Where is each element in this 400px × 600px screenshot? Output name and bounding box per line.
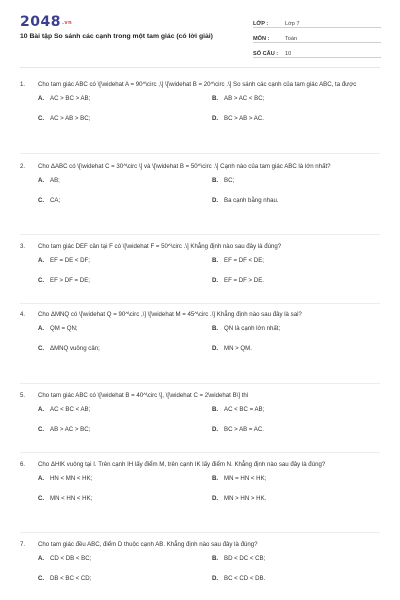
option-letter: B. [212, 257, 219, 264]
option-c[interactable] [38, 575, 212, 583]
option-text: Ba cạnh bằng nhau. [224, 197, 279, 204]
option-letter: A. [38, 406, 45, 413]
question-divider [20, 303, 380, 304]
option-text: CD < DB < BC; [50, 555, 92, 562]
question-text: Cho ΔMNQ có \[\widehat Q = 90^\circ ,\] \[\widehat M = 45^\circ .\] Khẳng định nào sau đây là sai? [38, 311, 302, 318]
option-text: BD < DC < CB; [224, 555, 266, 562]
question-text: Cho tam giác DEF cân tại F có \[\widehat F = 50^\circ .\] Khẳng định nào sau đây là đúng? [38, 243, 282, 250]
question-number: 3. [20, 243, 26, 250]
question-3 [20, 242, 380, 285]
option-c[interactable] [38, 426, 212, 434]
option-a[interactable] [38, 177, 212, 185]
option-letter: D. [212, 426, 219, 433]
question-number: 4. [20, 311, 26, 318]
question-number: 5. [20, 392, 26, 399]
option-letter: B. [212, 406, 219, 413]
question-number: 6. [20, 461, 26, 468]
question-divider [20, 452, 380, 453]
option-c[interactable] [38, 495, 212, 503]
option-letter: D. [212, 575, 219, 582]
option-letter: C. [38, 495, 45, 502]
option-text: HN < MN < HK; [50, 475, 93, 482]
question-5 [20, 391, 380, 434]
option-text: BC; [224, 177, 235, 184]
option-letter: C. [38, 426, 45, 433]
page-title: 10 Bài tập So sánh các cạnh trong một tam giác (có lời giải) [20, 33, 213, 40]
option-d[interactable] [212, 197, 386, 205]
meta-key: LỚP : [253, 21, 269, 27]
option-d[interactable] [212, 426, 386, 434]
option-c[interactable] [38, 277, 212, 285]
question-text: Cho ΔABC có \[\widehat C = 30^\circ \] và \[\widehat B = 50^\circ .\] Cạnh nào của tam giác ABC là lớn nhất? [38, 163, 331, 170]
option-text: AB; [50, 177, 60, 184]
site-logo[interactable] [20, 14, 72, 30]
option-d[interactable] [212, 115, 386, 123]
meta-value: Toán [285, 36, 298, 42]
meta-row-subject [253, 31, 381, 43]
question-text: Cho tam giác đều ABC, điểm D thuộc cạnh AB. Khẳng định nào sau đây là đúng? [38, 541, 258, 548]
question-number: 2. [20, 163, 26, 170]
logo-text: 2048 [20, 14, 61, 30]
option-letter: D. [212, 115, 219, 122]
option-text: QM = QN; [50, 325, 78, 332]
option-c[interactable] [38, 115, 212, 123]
question-7 [20, 540, 380, 583]
option-text: EF = DF > DE. [224, 277, 264, 284]
meta-row-class [253, 16, 381, 28]
option-c[interactable] [38, 345, 212, 353]
option-d[interactable] [212, 575, 386, 583]
option-a[interactable] [38, 95, 212, 103]
question-number: 1. [20, 81, 26, 88]
header-divider [20, 67, 380, 68]
option-text: EF = DF < DE; [224, 257, 264, 264]
option-letter: A. [38, 325, 45, 332]
option-text: QN là cạnh lớn nhất; [224, 325, 281, 332]
question-text: Cho ΔHIK vuông tại I. Trên cạnh IH lấy điểm M, trên cạnh IK lấy điểm N. Khẳng định nào sau đây là đúng? [38, 461, 326, 468]
option-letter: B. [212, 95, 219, 102]
question-divider [20, 234, 380, 235]
option-text: AC > BC > AB; [50, 95, 91, 102]
option-a[interactable] [38, 555, 212, 563]
option-text: BC > AB = AC. [224, 426, 264, 433]
option-letter: B. [212, 177, 219, 184]
option-a[interactable] [38, 257, 212, 265]
option-letter: C. [38, 197, 45, 204]
question-divider [20, 383, 380, 384]
option-letter: D. [212, 277, 219, 284]
option-text: BC < CD < DB. [224, 575, 266, 582]
question-6 [20, 460, 380, 503]
option-b[interactable] [212, 257, 386, 265]
option-letter: B. [212, 325, 219, 332]
option-text: AC > AB > BC; [50, 115, 91, 122]
option-a[interactable] [38, 406, 212, 414]
option-c[interactable] [38, 197, 212, 205]
option-letter: A. [38, 257, 45, 264]
option-letter: C. [38, 277, 45, 284]
option-text: AB > AC < BC; [224, 95, 265, 102]
meta-value: Lớp 7 [285, 21, 300, 27]
logo-domain: .vn [61, 20, 73, 26]
option-letter: C. [38, 575, 45, 582]
option-text: EF = DE < DF; [50, 257, 90, 264]
question-2 [20, 162, 380, 205]
option-letter: D. [212, 495, 219, 502]
option-text: DB < BC < CD; [50, 575, 92, 582]
option-text: MN > QM. [224, 345, 252, 352]
option-b[interactable] [212, 177, 386, 185]
option-letter: B. [212, 555, 219, 562]
option-text: ΔMNQ vuông cân; [50, 345, 100, 352]
meta-row-count [253, 46, 381, 58]
question-divider [20, 153, 380, 154]
question-text: Cho tam giác ABC có \[\widehat A = 90^\circ ,\] \[\widehat B = 20^\circ .\] So sánh các cạnh của tam giác ABC, ta được [38, 81, 357, 88]
option-b[interactable] [212, 406, 386, 414]
option-text: AC < BC < AB; [50, 406, 91, 413]
question-4 [20, 310, 380, 353]
option-b[interactable] [212, 95, 386, 103]
option-text: BC > AB > AC. [224, 115, 264, 122]
option-text: MN < HN < HK; [50, 495, 93, 502]
option-text: MN = HN < HK; [224, 475, 267, 482]
option-b[interactable] [212, 325, 386, 333]
option-d[interactable] [212, 495, 386, 503]
option-text: AC < BC = AB; [224, 406, 265, 413]
option-letter: D. [212, 197, 219, 204]
meta-key: SỐ CÂU : [253, 51, 279, 57]
option-d[interactable] [212, 277, 386, 285]
option-text: AB > AC > BC; [50, 426, 91, 433]
option-letter: A. [38, 475, 45, 482]
option-letter: A. [38, 95, 45, 102]
option-a[interactable] [38, 325, 212, 333]
question-number: 7. [20, 541, 26, 548]
option-d[interactable] [212, 345, 386, 353]
option-letter: A. [38, 555, 45, 562]
option-text: EF > DF = DE; [50, 277, 90, 284]
option-a[interactable] [38, 475, 212, 483]
option-text: MN > HN > HK. [224, 495, 267, 502]
option-b[interactable] [212, 555, 386, 563]
option-letter: A. [38, 177, 45, 184]
option-letter: C. [38, 115, 45, 122]
option-b[interactable] [212, 475, 386, 483]
meta-info [253, 16, 381, 61]
meta-value: 10 [285, 51, 292, 57]
option-letter: D. [212, 345, 219, 352]
question-divider [20, 532, 380, 533]
option-letter: C. [38, 345, 45, 352]
question-text: Cho tam giác ABC có \[\widehat B = 40^\circ \], \[\widehat C = 2\widehat B\] thì [38, 392, 249, 399]
meta-key: MÔN : [253, 36, 270, 42]
option-letter: B. [212, 475, 219, 482]
question-1 [20, 80, 380, 123]
option-text: CA; [50, 197, 61, 204]
